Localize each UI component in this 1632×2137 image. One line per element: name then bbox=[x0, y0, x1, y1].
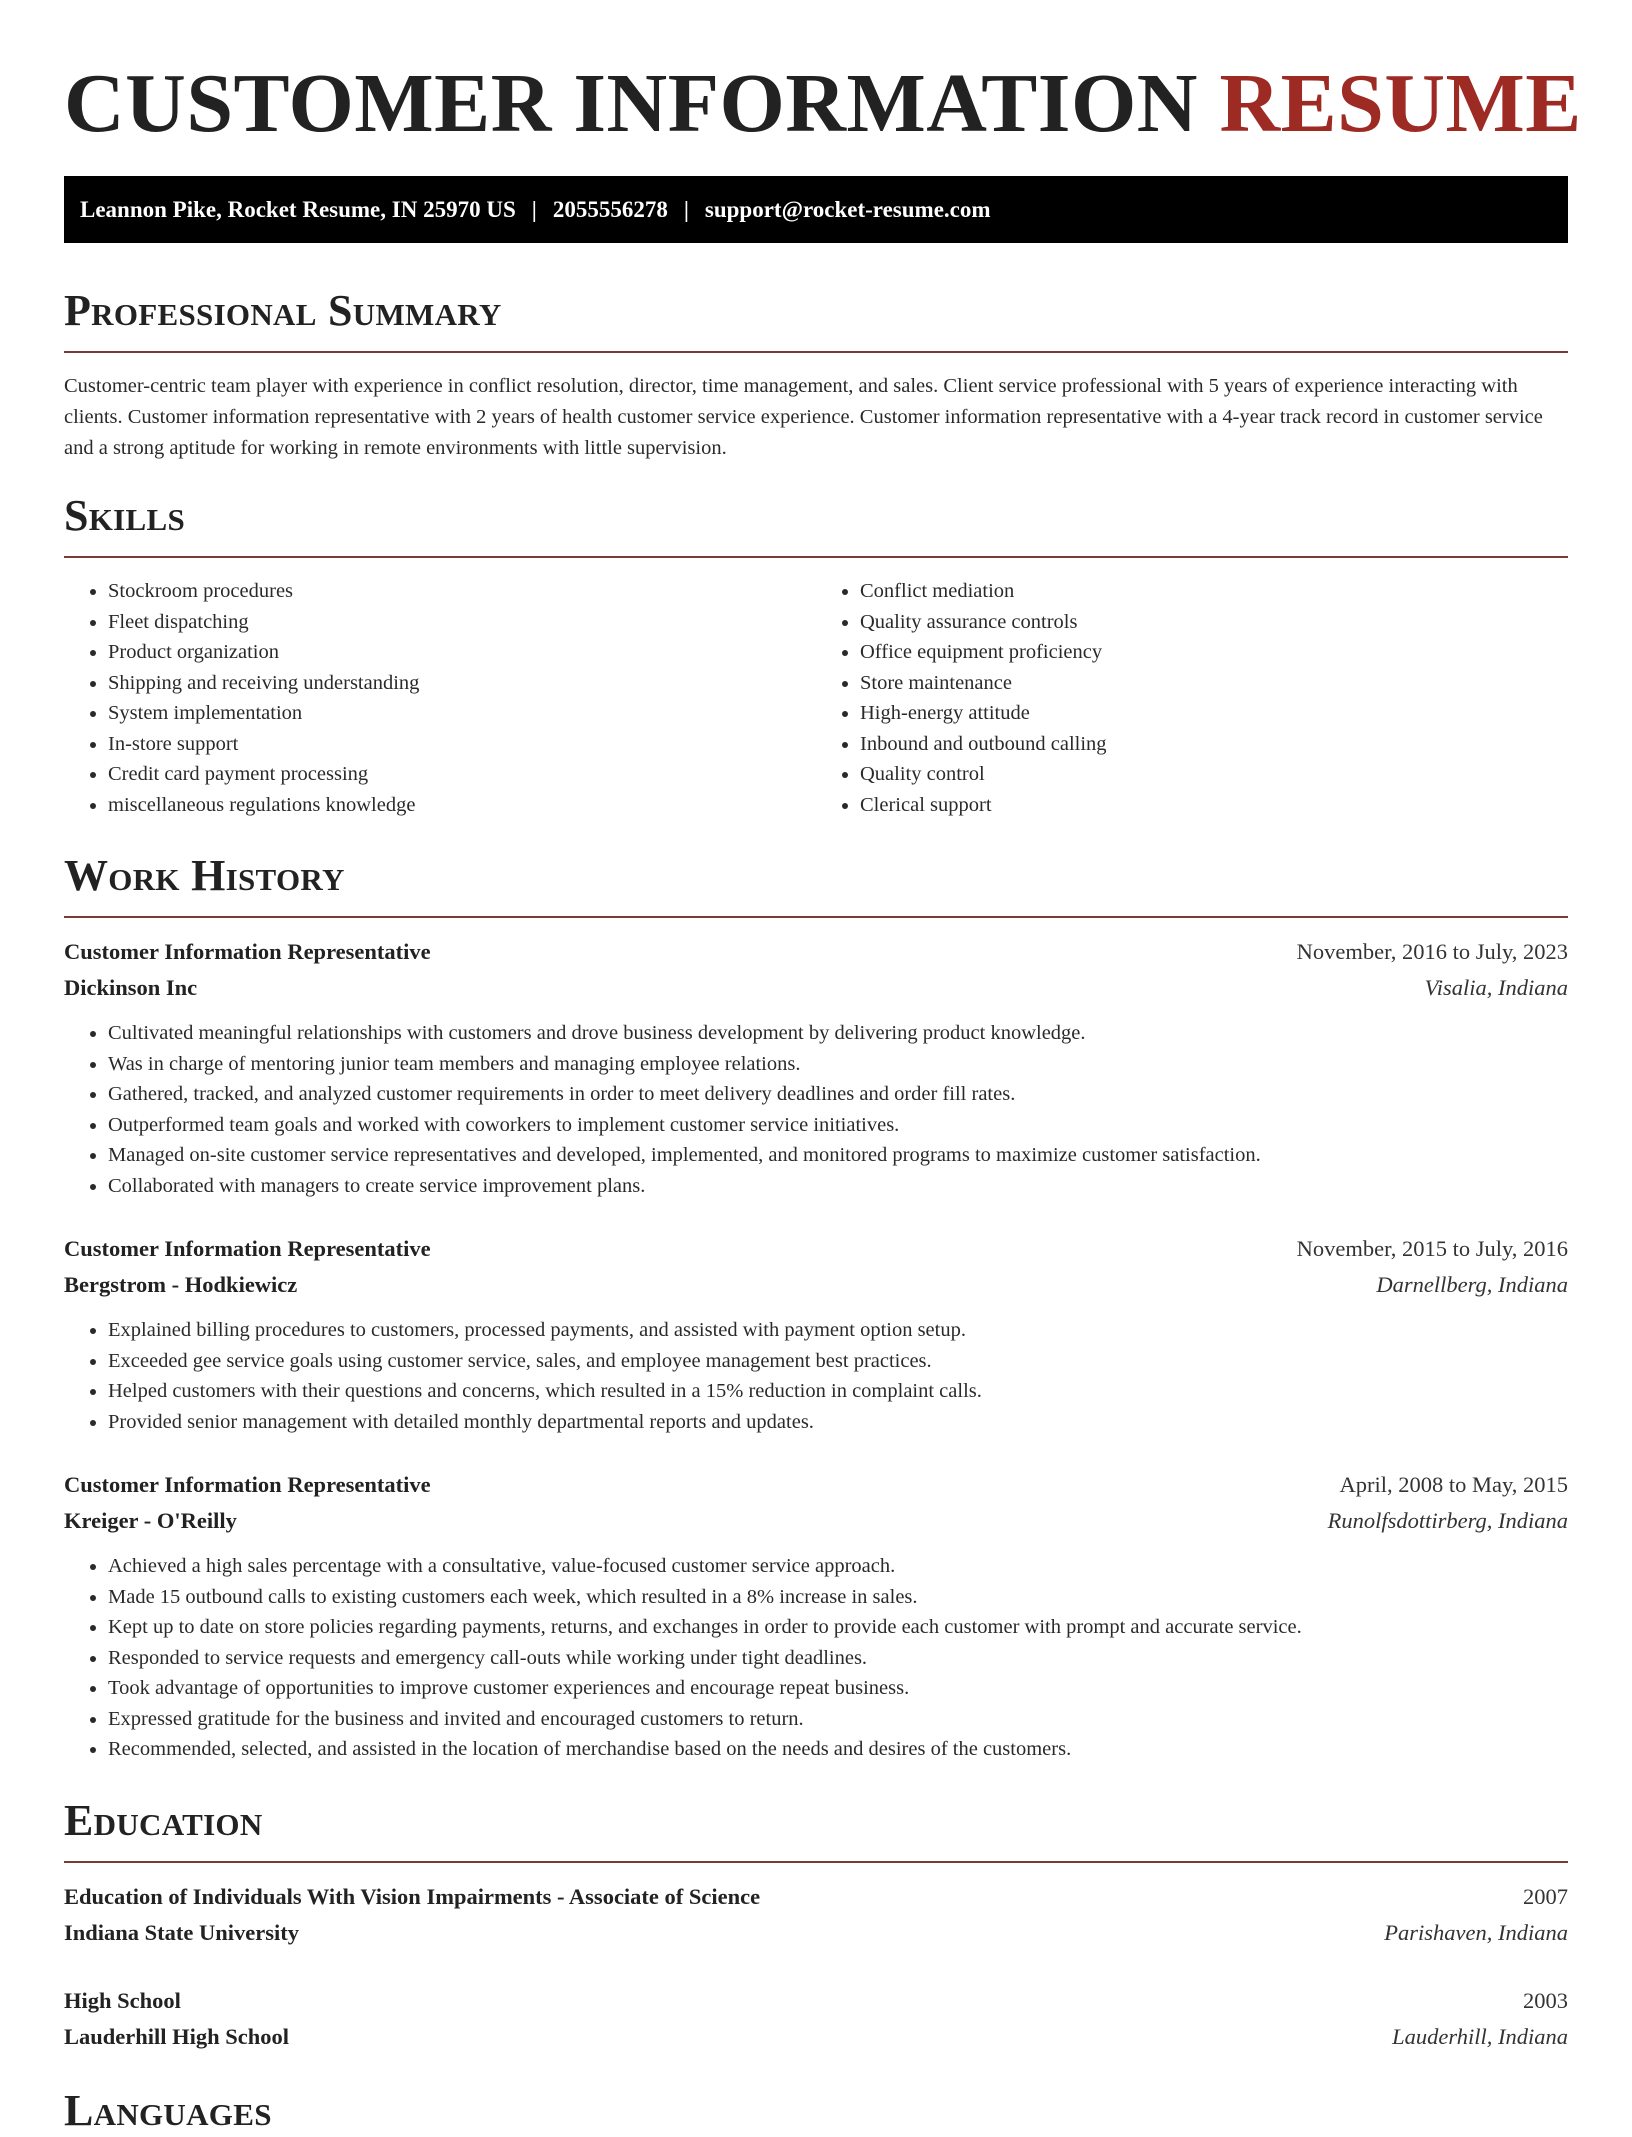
section-divider bbox=[64, 351, 1568, 353]
contact-bar bbox=[64, 176, 1568, 243]
job-bullet: • Kept up to date on store policies regarding payments, returns, and exchanges in order to provide each customer with prompt and accurate service. bbox=[108, 1612, 1568, 1643]
section-divider bbox=[64, 556, 1568, 558]
education-entry bbox=[64, 1879, 1568, 1951]
job-dates: November, 2015 to July, 2016 bbox=[1296, 1236, 1568, 1261]
education-degree: Education of Individuals With Vision Impairments - Associate of Science bbox=[64, 1883, 761, 1909]
job-company-row bbox=[64, 1267, 1568, 1303]
job-entry bbox=[64, 1467, 1568, 1765]
job-dates: November, 2016 to July, 2023 bbox=[1296, 939, 1568, 964]
job-bullet-list bbox=[64, 1018, 1568, 1201]
education-heading: Education bbox=[64, 1795, 263, 1845]
job-bullet: • Explained billing procedures to customers, processed payments, and assisted with payment option setup. bbox=[108, 1315, 1568, 1346]
job-bullet-list bbox=[64, 1315, 1568, 1437]
skills-columns bbox=[64, 576, 1568, 820]
job-bullet: • Provided senior management with detailed monthly departmental reports and updates. bbox=[108, 1407, 1568, 1438]
skill-item: • In-store support bbox=[108, 729, 816, 760]
education-header-row bbox=[64, 1983, 1568, 2019]
skill-item: • Inbound and outbound calling bbox=[860, 729, 1568, 760]
education-degree: High School bbox=[64, 1987, 181, 2013]
languages-heading: Languages bbox=[64, 2085, 272, 2135]
summary-text: Customer-centric team player with experience in conflict resolution, director, time management, and sales. Client service professional with 5 years of experience interacting with clients. Customer information representative with 2 years of health customer service experience. Customer information representative with a 4-year track record in customer service and a strong aptitude for working in remote environments with little supervision. bbox=[64, 375, 1543, 459]
job-bullet: • Made 15 outbound calls to existing customers each week, which resulted in a 8% increase in sales. bbox=[108, 1582, 1568, 1613]
languages-section bbox=[64, 2085, 1568, 2137]
contact-separator: | bbox=[531, 196, 537, 222]
job-entry bbox=[64, 1231, 1568, 1437]
job-header-row bbox=[64, 1467, 1568, 1503]
section-divider bbox=[64, 916, 1568, 918]
education-entry bbox=[64, 1983, 1568, 2055]
education-location: Parishaven, Indiana bbox=[1384, 1919, 1568, 1945]
job-header-row bbox=[64, 1231, 1568, 1267]
title-accent: RESUME bbox=[1219, 57, 1582, 150]
job-bullet: • Gathered, tracked, and analyzed customer requirements in order to meet delivery deadlines and order fill rates. bbox=[108, 1079, 1568, 1110]
skills-section bbox=[64, 490, 1568, 820]
skill-item: • Stockroom procedures bbox=[108, 576, 816, 607]
skills-left-list bbox=[64, 576, 816, 820]
job-company: Bergstrom - Hodkiewicz bbox=[64, 1272, 298, 1297]
job-header-row bbox=[64, 934, 1568, 970]
skill-item: • Store maintenance bbox=[860, 668, 1568, 699]
job-bullet: • Managed on-site customer service representatives and developed, implemented, and monitored programs to maximize customer satisfaction. bbox=[108, 1140, 1568, 1171]
section-divider bbox=[64, 1861, 1568, 1863]
job-company-row bbox=[64, 970, 1568, 1006]
job-bullet-list bbox=[64, 1551, 1568, 1765]
job-title: Customer Information Representative bbox=[64, 939, 431, 964]
education-location: Lauderhill, Indiana bbox=[1392, 2023, 1568, 2049]
contact-address: Leannon Pike, Rocket Resume, IN 25970 US bbox=[80, 196, 516, 222]
job-company: Dickinson Inc bbox=[64, 975, 198, 1000]
job-company: Kreiger - O'Reilly bbox=[64, 1508, 237, 1533]
job-bullet: • Exceeded gee service goals using customer service, sales, and employee management best practices. bbox=[108, 1346, 1568, 1377]
skill-item: • Fleet dispatching bbox=[108, 607, 816, 638]
job-bullet: • Outperformed team goals and worked with coworkers to implement customer service initiatives. bbox=[108, 1110, 1568, 1141]
job-bullet: • Responded to service requests and emergency call-outs while working under tight deadlines. bbox=[108, 1643, 1568, 1674]
education-school: Lauderhill High School bbox=[64, 2023, 290, 2049]
skill-item: • Conflict mediation bbox=[860, 576, 1568, 607]
work-heading: Work History bbox=[64, 851, 345, 900]
education-section bbox=[64, 1795, 1568, 2055]
job-bullet: • Achieved a high sales percentage with a consultative, value-focused customer service approach. bbox=[108, 1551, 1568, 1582]
job-location: Darnellberg, Indiana bbox=[1376, 1272, 1568, 1297]
contact-separator: | bbox=[683, 196, 689, 222]
job-bullet: • Collaborated with managers to create service improvement plans. bbox=[108, 1171, 1568, 1202]
skill-item: • Credit card payment processing bbox=[108, 759, 816, 790]
job-entry bbox=[64, 934, 1568, 1201]
skill-item: • Office equipment proficiency bbox=[860, 637, 1568, 668]
work-section bbox=[64, 850, 1568, 1765]
education-year: 2007 bbox=[1523, 1883, 1568, 1909]
skill-item: • Clerical support bbox=[860, 790, 1568, 821]
education-school-row bbox=[64, 2019, 1568, 2055]
education-school: Indiana State University bbox=[64, 1919, 300, 1945]
title-main: CUSTOMER INFORMATION bbox=[64, 57, 1198, 150]
skill-item: • Quality assurance controls bbox=[860, 607, 1568, 638]
job-company-row bbox=[64, 1503, 1568, 1539]
skill-item: • Shipping and receiving understanding bbox=[108, 668, 816, 699]
resume-title bbox=[64, 0, 1582, 152]
education-header-row bbox=[64, 1879, 1568, 1915]
contact-email: support@rocket-resume.com bbox=[704, 196, 991, 222]
job-location: Runolfsdottirberg, Indiana bbox=[1327, 1508, 1568, 1533]
skill-item: • Product organization bbox=[108, 637, 816, 668]
job-bullet: • Took advantage of opportunities to improve customer experiences and encourage repeat business. bbox=[108, 1673, 1568, 1704]
education-school-row bbox=[64, 1915, 1568, 1951]
job-bullet: • Recommended, selected, and assisted in the location of merchandise based on the needs and desires of the customers. bbox=[108, 1734, 1568, 1765]
skill-item: • System implementation bbox=[108, 698, 816, 729]
job-title: Customer Information Representative bbox=[64, 1236, 431, 1261]
job-bullet: • Expressed gratitude for the business and invited and encouraged customers to return. bbox=[108, 1704, 1568, 1735]
summary-section bbox=[64, 285, 1568, 464]
contact-phone: 2055556278 bbox=[552, 196, 668, 222]
job-bullet: • Cultivated meaningful relationships with customers and drove business development by delivering product knowledge. bbox=[108, 1018, 1568, 1049]
skills-heading: Skills bbox=[64, 491, 186, 540]
skill-item: • miscellaneous regulations knowledge bbox=[108, 790, 816, 821]
resume-page bbox=[64, 0, 1582, 2137]
education-year: 2003 bbox=[1523, 1987, 1568, 2013]
skill-item: • High-energy attitude bbox=[860, 698, 1568, 729]
skill-item: • Quality control bbox=[860, 759, 1568, 790]
summary-heading: Professional Summary bbox=[64, 286, 502, 335]
job-title: Customer Information Representative bbox=[64, 1472, 431, 1497]
job-bullet: • Was in charge of mentoring junior team members and managing employee relations. bbox=[108, 1049, 1568, 1080]
job-dates: April, 2008 to May, 2015 bbox=[1339, 1472, 1568, 1497]
skills-right-list bbox=[816, 576, 1568, 820]
job-location: Visalia, Indiana bbox=[1424, 975, 1568, 1000]
job-bullet: • Helped customers with their questions and concerns, which resulted in a 15% reduction in complaint calls. bbox=[108, 1376, 1568, 1407]
